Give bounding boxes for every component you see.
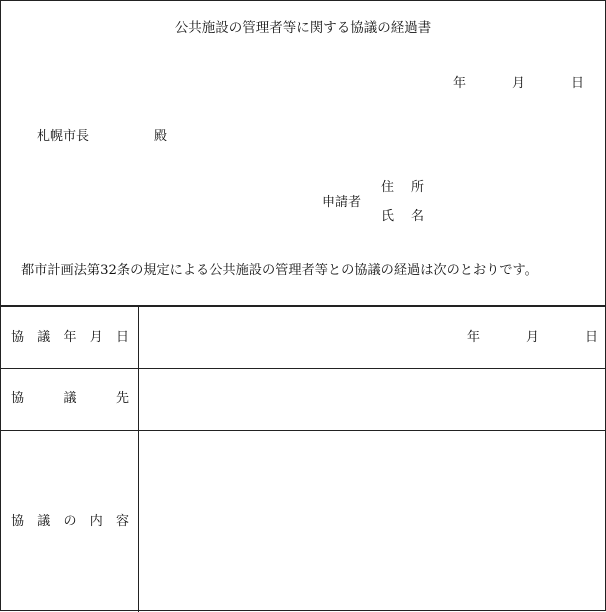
header-date-month: 月 (512, 76, 526, 91)
row-label-cell (1, 307, 139, 368)
label-char: の (63, 514, 77, 529)
addressee-honorific: 殿 (154, 129, 168, 144)
label-char: 内 (89, 514, 103, 529)
row-label-cell (1, 369, 139, 430)
header-date-day: 日 (571, 76, 585, 91)
applicant-address-label-1: 住 (381, 180, 395, 195)
label-char: 議 (37, 330, 51, 345)
addressee-name: 札幌市長 (37, 129, 90, 144)
label-char: 協 (11, 391, 25, 406)
applicant-name-label-2: 名 (411, 209, 425, 224)
applicant-address-label-2: 所 (411, 180, 425, 195)
row-label-cell (1, 431, 139, 612)
document-title: 公共施設の管理者等に関する協議の経過書 (174, 20, 432, 36)
table-row (1, 307, 605, 369)
table-date-month: 月 (526, 330, 540, 345)
table-row (1, 431, 605, 612)
label-char: 容 (115, 514, 129, 529)
applicant-name-label-1: 氏 (381, 209, 395, 224)
label-char: 議 (37, 514, 51, 529)
label-char: 議 (63, 391, 77, 406)
consultation-table (1, 305, 605, 612)
label-char: 日 (115, 330, 129, 345)
header-date-year: 年 (453, 76, 467, 91)
row-label-counterpart (11, 391, 129, 407)
label-char: 先 (115, 391, 129, 406)
date-value-cell[interactable] (139, 307, 605, 368)
applicant-label: 申請者 (322, 195, 362, 210)
table-date-day: 日 (585, 330, 599, 345)
label-char: 年 (63, 330, 77, 345)
label-char: 協 (11, 330, 25, 345)
statement-text: 都市計画法第32条の規定による公共施設の管理者等との協議の経過は次のとおりです。 (21, 263, 538, 278)
table-row (1, 369, 605, 431)
label-char: 協 (11, 514, 25, 529)
row-label-content (11, 514, 129, 530)
label-char: 月 (89, 330, 103, 345)
row-label-date (11, 330, 129, 346)
content-value-cell[interactable] (139, 431, 605, 612)
table-date-year: 年 (467, 330, 481, 345)
counterpart-value-cell[interactable] (139, 369, 605, 430)
